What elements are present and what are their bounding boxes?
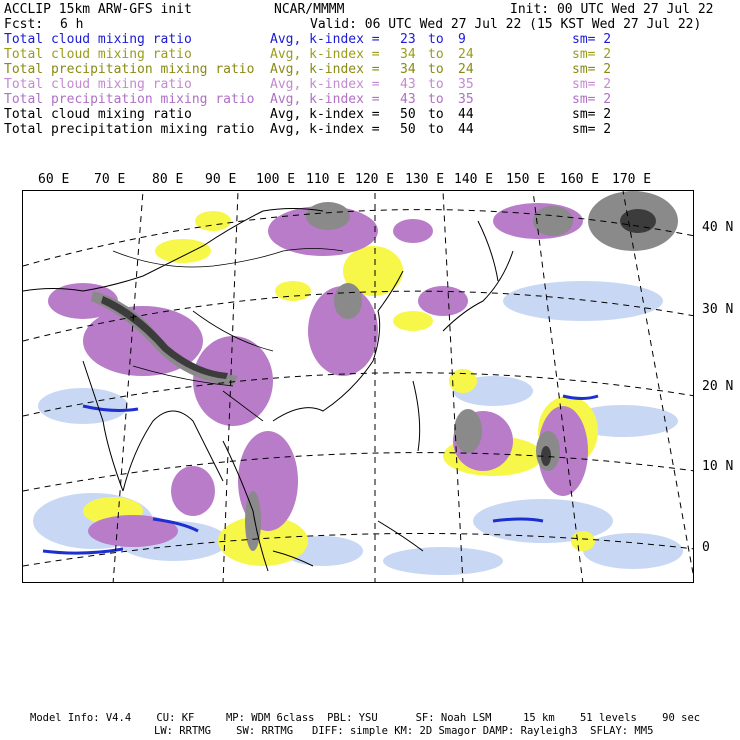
legend-avg-label: Avg, k-index =	[270, 32, 380, 47]
model-title: ACCLIP 15km ARW-GFS init	[4, 2, 192, 17]
legend-k-to: 9	[458, 32, 466, 47]
legend-avg-label: Avg, k-index =	[270, 122, 380, 137]
legend-to: to	[428, 47, 444, 62]
legend-k-to: 44	[458, 107, 474, 122]
legend-k-from: 23	[400, 32, 416, 47]
longitude-label: 110 E	[306, 172, 346, 187]
longitude-label: 100 E	[256, 172, 296, 187]
longitude-label: 170 E	[612, 172, 652, 187]
map-canvas	[23, 191, 694, 583]
legend-k-to: 35	[458, 77, 474, 92]
latitude-label: 40 N	[702, 220, 734, 235]
init-time: Init: 00 UTC Wed 27 Jul 22	[510, 2, 714, 17]
longitude-label: 60 E	[38, 172, 70, 187]
legend-to: to	[428, 107, 444, 122]
legend-to: to	[428, 62, 444, 77]
legend-smoothing: sm= 2	[572, 122, 612, 137]
longitude-label: 160 E	[560, 172, 600, 187]
forecast-label: Fcst:	[4, 17, 44, 32]
legend-avg-label: Avg, k-index =	[270, 47, 380, 62]
legend-smoothing: sm= 2	[572, 32, 612, 47]
model-info-line2: LW: RRTMG SW: RRTMG DIFF: simple KM: 2D Smagor DAMP: Rayleigh3 SFLAY: MM5	[154, 725, 654, 737]
legend-avg-label: Avg, k-index =	[270, 77, 380, 92]
forecast-map	[22, 190, 694, 583]
longitude-label: 120 E	[355, 172, 395, 187]
latitude-label: 0	[702, 540, 710, 555]
valid-time: Valid: 06 UTC Wed 27 Jul 22 (15 KST Wed 27 Jul 22)	[310, 17, 702, 32]
legend-field-name: Total cloud mixing ratio	[4, 47, 192, 62]
legend-to: to	[428, 77, 444, 92]
legend-k-from: 43	[400, 77, 416, 92]
legend-to: to	[428, 122, 444, 137]
latitude-label: 30 N	[702, 302, 734, 317]
legend-k-from: 50	[400, 122, 416, 137]
longitude-label: 150 E	[506, 172, 546, 187]
legend-smoothing: sm= 2	[572, 77, 612, 92]
legend-avg-label: Avg, k-index =	[270, 62, 380, 77]
legend-k-from: 34	[400, 62, 416, 77]
legend-k-from: 50	[400, 107, 416, 122]
longitude-label: 140 E	[454, 172, 494, 187]
legend-avg-label: Avg, k-index =	[270, 92, 380, 107]
forecast-hour: 6 h	[60, 17, 84, 32]
legend-field-name: Total precipitation mixing ratio	[4, 92, 255, 107]
legend-field-name: Total precipitation mixing ratio	[4, 62, 255, 77]
legend-k-to: 24	[458, 62, 474, 77]
longitude-label: 90 E	[205, 172, 237, 187]
legend-to: to	[428, 32, 444, 47]
legend-k-to: 35	[458, 92, 474, 107]
legend-k-from: 43	[400, 92, 416, 107]
legend-smoothing: sm= 2	[572, 107, 612, 122]
legend-k-to: 24	[458, 47, 474, 62]
longitude-label: 130 E	[405, 172, 445, 187]
legend-smoothing: sm= 2	[572, 47, 612, 62]
legend-field-name: Total cloud mixing ratio	[4, 77, 192, 92]
legend-smoothing: sm= 2	[572, 92, 612, 107]
latitude-label: 10 N	[702, 459, 734, 474]
organization-label: NCAR/MMMM	[274, 2, 345, 17]
legend-field-name: Total precipitation mixing ratio	[4, 122, 255, 137]
legend-to: to	[428, 92, 444, 107]
legend-k-to: 44	[458, 122, 474, 137]
legend-avg-label: Avg, k-index =	[270, 107, 380, 122]
legend-smoothing: sm= 2	[572, 62, 612, 77]
latitude-label: 20 N	[702, 379, 734, 394]
model-info-line1: Model Info: V4.4 CU: KF MP: WDM 6class PBL: YSU SF: Noah LSM 15 km 51 levels 90 sec	[30, 712, 701, 724]
longitude-label: 70 E	[94, 172, 126, 187]
legend-field-name: Total cloud mixing ratio	[4, 107, 192, 122]
legend-field-name: Total cloud mixing ratio	[4, 32, 192, 47]
longitude-label: 80 E	[152, 172, 184, 187]
legend-k-from: 34	[400, 47, 416, 62]
